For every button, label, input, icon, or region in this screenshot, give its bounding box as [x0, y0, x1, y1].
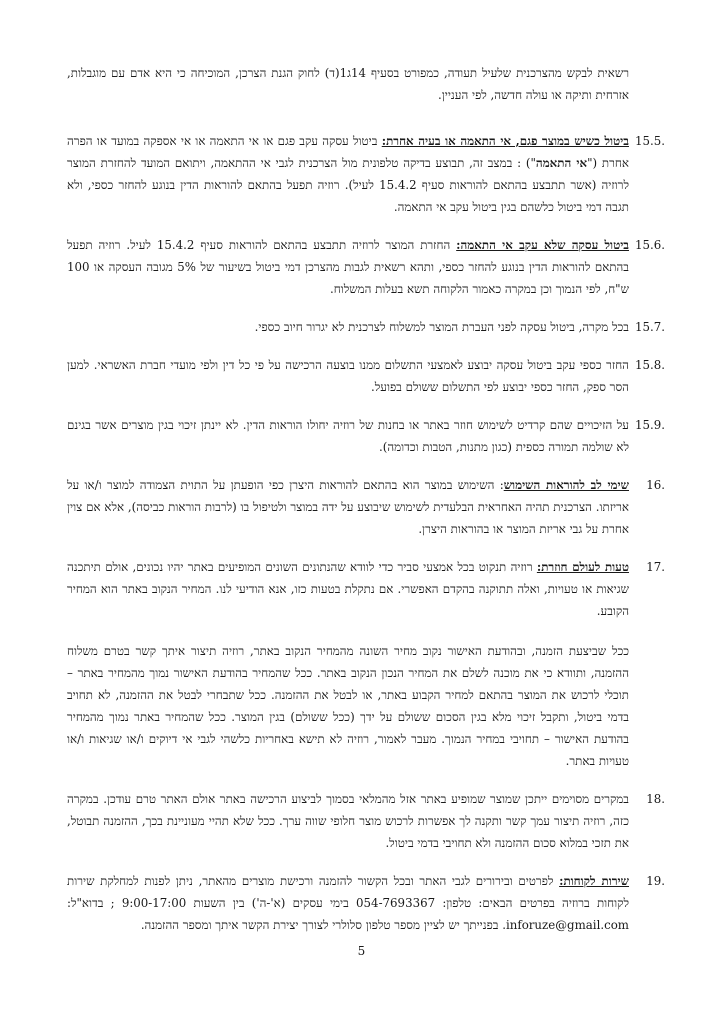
section-body [67, 556, 629, 772]
section-text: במקרים מסוימים ייתכן שמוצר שמופיע באתר אזל מהמלאי בסמוך לביצוע הרכישה באתר אולם האתר טרם עודכן. במקרה כזה, רוזיה תיצור עמך קשר ותקנה לך אפשרות לרכוש מוצר חלופי שווה ערך. ככל שלא תהיי מעוניינת בכך, ההזמנה תבוטל, את תזכי במלוא סכום ההזמנה ולא תחויבי בדמי ביטול. [67, 792, 629, 850]
section-text-start: ביטול עסקה עקב פגם או אי התאמה או אי אספקה במועד או הפרה אחרת (" [67, 134, 629, 170]
section-15-8 [67, 354, 665, 398]
section-text-1: לפרטים ובירורים לגבי האתר ובכל הקשור להזמנה ורכישת מוצרים מהאתר, ניתן לפנות למחלקת שירות לקוחות ברוזיה בפרטים הבאים: טלפון: [67, 874, 629, 910]
document-body [67, 62, 665, 952]
section-paragraph-2: ככל שביצעת הזמנה, ובהודעת האישור נקוב מחיר השונה מהמחיר הנקוב באתר, רוזיה תיצור איתך קשר בטרם משלוח ההזמנה, ותוודא כי את מוכנה לשלם את המחיר הנכון הנקוב באתר. ככל שהמחיר בהודעת האישור נמוך מהמחיר באתר – תוכלי לרכוש את המוצר בהתאם למחיר הקבוע באתר, או לבטל את ההזמנה. ככל שתבחרי לבטל את ההזמנה, לא תחויב בדמי ביטול, ותקבל זיכוי מלא בגין הסכום ששולם על ידך (ככל ששולם) בגין המוצר. ככל שהמחיר באתר נמוך מהמחיר בהודעת האישור – תחויבי במחיר הנמוך. מעבר לאמור, רוזיה לא תישא באחריות כלשהי לגבי אי דיוקים ו/או שגיאות ו/או טעויות באתר. [67, 644, 629, 768]
section-heading: שירות לקוחות: [559, 874, 630, 888]
section-text: על הזיכויים שהם קרדיט לשימוש חוזר באתר או בחנות של רוזיה יחולו הוראות הדין. לא יינתן זיכוי בגין מוצרים אשר בגינם לא שולמה תמורה כספית (כגון מתנות, הטבות וכדומה). [67, 418, 629, 454]
section-16 [67, 474, 665, 540]
page-number: 5 [357, 944, 366, 958]
section-number: 17. [646, 560, 665, 574]
section-text: בכל מקרה, ביטול עסקה לפני העברת המוצר למשלוח לצרכנית לא יגרור חיוב כספי. [254, 320, 629, 334]
section-19 [67, 870, 665, 936]
email-address: inforuze@gmail.com [505, 918, 629, 932]
section-number: 15.5. [634, 134, 665, 148]
section-heading: ביטול עסקה שלא עקב אי התאמה: [456, 238, 629, 252]
section-body [67, 130, 629, 218]
section-text: רוזיה תנקוט בכל אמצעי סביר כדי לוודא שהנתונים השונים המופיעים באתר יהיו נכונים, אולם תיתכנה שגיאות או טעויות, ואלה תתוקנה בהקדם האפשרי. אם נתקלת בטעות כזו, אנא הודיעי לנו. המחיר הנקוב באתר הוא המחיר הקובע. [67, 560, 629, 618]
section-15-9 [67, 414, 665, 458]
section-15-7 [67, 316, 665, 338]
section-heading: טעות לעולם חוזרת: [536, 560, 629, 574]
section-number: 15.7. [634, 320, 665, 334]
section-text: החזר כספי עקב ביטול עסקה יבוצע לאמצעי התשלום ממנו בוצעה הרכישה על פי כל דין ולפי מועדי חברת האשראי. למען הסר ספק, החזר כספי יבוצע לפי התשלום ששולם בפועל. [67, 358, 629, 394]
section-heading: שימי לב להוראות השימוש [503, 478, 629, 492]
section-body [67, 870, 629, 936]
section-number: 15.8. [634, 358, 665, 372]
defined-term: אי התאמה [535, 156, 588, 170]
section-heading: ביטול כשיש במוצר פגם, אי התאמה או בעיה אחרת: [381, 134, 629, 148]
section-paragraph-1 [67, 556, 629, 622]
section-number: 18. [646, 792, 665, 806]
section-text: : השימוש במוצר הוא בהתאם להוראות היצרן כפי הופעתן על התוית הצמודה למוצר ו/או על אריזתו. הצרכנית תהיה האחראית הבלעדית לשימוש שיבוצע על ידה במוצר ולטיפול בו (לרבות הוראות כביסה), אלא אם צוין אחרת על גבי אריזת המוצר או בהוראות היצרן. [67, 478, 629, 536]
section-text-4: . בפנייתך יש לציין מספר טלפון סלולרי לצורך יצירת הקשר איתך ומספר ההזמנה. [140, 918, 506, 932]
section-text-3: ; בדוא"ל: [67, 896, 122, 910]
section-text-end: ") : במצב זה, תבוצע בדיקה טלפונית מול הצרכנית לגבי אי ההתאמה, ויתואם המועד להחזרת המוצר לרוזיה (אשר תתבצע בהתאם להוראות סעיף 15.4.2 לעיל). רוזיה תפעל בהתאם להוראות הדין בנוגע להחזר כספי, ולא תגבה דמי ביטול כלשהם בגין ביטול עקב אי התאמה. [67, 156, 629, 214]
section-body [67, 234, 629, 300]
section-number: 19. [646, 874, 665, 888]
section-text-2: בימי עסקים (א'-ה') בין השעות [186, 896, 357, 910]
section-15-6 [67, 234, 665, 300]
section-number: 16. [646, 478, 665, 492]
section-text: החזרת המוצר לרוזיה תתבצע בהתאם להוראות סעיף 15.4.2 לעיל. רוזיה תפעל בהתאם להוראות הדין בנוגע להחזר כספי, ותהא רשאית לגבות מהצרכן דמי ביטול בשיעור של 5% מגובה העסקה או 100 ש"ח, לפי הנמוך וכן במקרה כאמור הלקוחה תשא בעלות המשלוח. [67, 238, 629, 296]
service-hours: 9:00-17:00 [121, 896, 187, 910]
section-number: 15.9. [634, 418, 665, 432]
section-18 [67, 788, 665, 854]
section-17 [67, 556, 665, 772]
intro-continuation: רשאית לבקש מהצרכנית שלעיל תעודה, כמפורט בסעיף 14ג1(ד) לחוק הגנת הצרכן, המוכיחה כי היא אדם עם מוגבלות, אזרחית ותיקה או עולה חדשה, לפי העניין. [67, 66, 629, 102]
section-number: 15.6. [634, 238, 665, 252]
section-body [67, 474, 629, 540]
phone-number: 054-7693367 [356, 896, 436, 910]
section-15-5 [67, 130, 665, 218]
